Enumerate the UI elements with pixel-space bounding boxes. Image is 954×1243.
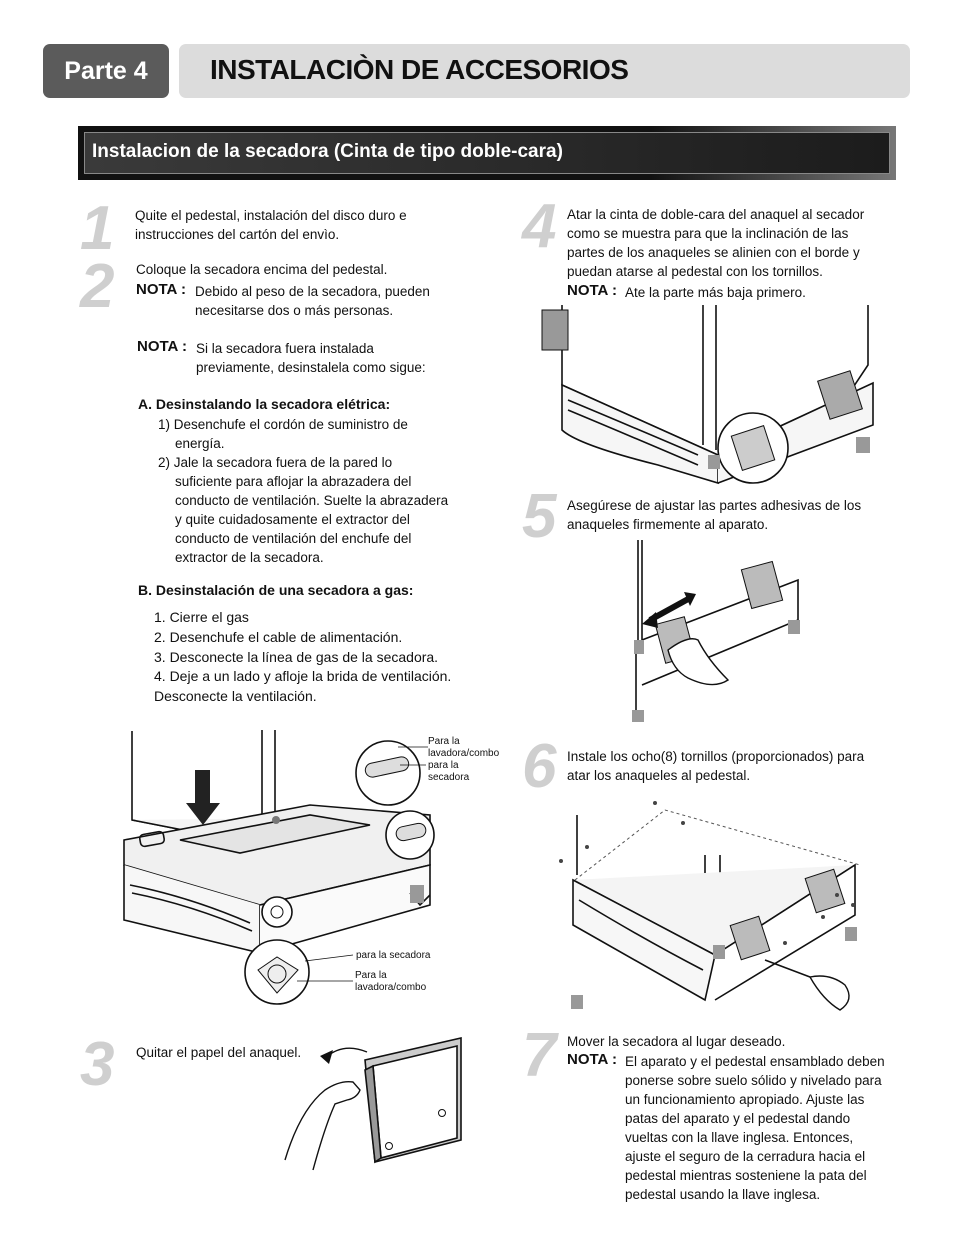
text-line: Quite el pedestal, instalación del disco duro e — [135, 208, 407, 223]
text-line: instrucciones del cartón del envìo. — [135, 227, 340, 242]
callout-line: para la — [428, 760, 459, 771]
section-header — [78, 126, 896, 180]
callout-dryer-bottom: para la secadora — [356, 950, 431, 961]
step-number-3: 3 — [80, 1030, 115, 1099]
step-number-7: 7 — [522, 1021, 557, 1090]
text-line: ponerse sobre suelo sólido y nivelado para — [625, 1073, 882, 1088]
nota-label: NOTA : — [137, 338, 187, 355]
install-screws-illustration — [555, 795, 865, 1017]
callout-line: Para la — [428, 736, 460, 747]
nota-label: NOTA : — [136, 281, 186, 298]
step-1-text — [135, 206, 407, 244]
text-line: Debido al peso de la secadora, pueden — [195, 284, 430, 299]
text-line: puedan atarse al pedestal con los tornillos. — [567, 264, 823, 279]
section-title: Instalacion de la secadora (Cinta de tipo doble-cara) — [92, 141, 563, 162]
text-line: Instale los ocho(8) tornillos (proporcionados) para — [567, 749, 865, 764]
nota-label: NOTA : — [567, 1051, 617, 1068]
list-item: extractor de la secadora. — [175, 550, 324, 565]
text-line: pedestal mientras sosteniene la pata del — [625, 1168, 867, 1183]
subsection-b-list — [154, 608, 451, 707]
subsection-a-title: A. Desinstalando la secadora elétrica: — [138, 396, 391, 412]
text-line: pedestal usando la llave inglesa. — [625, 1187, 821, 1202]
text-line: vueltas con la llave inglesa. Entonces, — [625, 1130, 854, 1145]
step-number-2: 2 — [80, 252, 115, 321]
peel-paper-illustration — [285, 1030, 475, 1175]
step-number-4: 4 — [522, 192, 557, 261]
text-line: atar los anaqueles al pedestal. — [567, 768, 751, 783]
list-item: 3. Desconecte la línea de gas de la secadora. — [154, 648, 439, 665]
page-title: INSTALACIÒN DE ACCESORIOS — [210, 54, 629, 85]
nota-text — [625, 1052, 885, 1204]
text-line: El aparato y el pedestal ensamblado deben — [625, 1054, 885, 1069]
step-number-6: 6 — [522, 732, 557, 801]
list-item: conducto de ventilación del enchufe del — [175, 531, 412, 546]
list-item: conducto de ventilación. Suelte la abrazadera — [175, 493, 449, 508]
part-label: Parte 4 — [64, 56, 148, 85]
step-2-text: Coloque la secadora encima del pedestal. — [136, 262, 388, 277]
callout-combo — [428, 736, 499, 760]
step-3-text: Quitar el papel del anaquel. — [136, 1045, 302, 1060]
text-line: anaqueles firmemente al aparato. — [567, 517, 769, 532]
nota-text — [195, 282, 430, 320]
callout-combo-bottom — [355, 970, 426, 994]
list-item: 2) Jale la secadora fuera de la pared lo — [158, 455, 393, 470]
list-item: 2. Desenchufe el cable de alimentación. — [154, 628, 403, 645]
list-item: 1) Desenchufe el cordón de suministro de — [158, 417, 408, 432]
page-title-bar — [179, 44, 910, 98]
text-line: patas del aparato y el pedestal dando — [625, 1111, 851, 1126]
list-item: 1. Cierre el gas — [154, 609, 249, 625]
step-7-text: Mover la secadora al lugar deseado. — [567, 1034, 786, 1049]
text-line: como se muestra para que la inclinación de las — [567, 226, 849, 241]
subsection-a-list — [158, 415, 448, 567]
step-number-5: 5 — [522, 482, 557, 551]
step-number-1: 1 — [80, 194, 115, 263]
text-line: un funcionamiento apropiado. Ajuste las — [625, 1092, 865, 1107]
text-line: ajuste el seguro de la cerradura hacia el — [625, 1149, 866, 1164]
list-item: suficiente para aflojar la abrazadera del — [175, 474, 412, 489]
nota-text: Ate la parte más baja primero. — [625, 285, 806, 300]
list-item: y quite cuidadosamente el extractor del — [175, 512, 410, 527]
text-line: previamente, desinstalela como sigue: — [196, 360, 426, 375]
nota-label: NOTA : — [567, 282, 617, 299]
text-line: Asegúrese de ajustar las partes adhesivas de los — [567, 498, 862, 513]
part-tab — [43, 44, 169, 98]
text-line: Si la secadora fuera instalada — [196, 341, 374, 356]
subsection-b-title: B. Desinstalación de una secadora a gas: — [138, 582, 414, 598]
step-6-text — [567, 747, 864, 785]
press-adhesive-illustration — [628, 540, 808, 725]
nota-text — [196, 339, 426, 377]
attach-shelf-illustration — [538, 305, 883, 490]
step-5-text — [567, 496, 861, 534]
callout-line: Para la — [355, 970, 387, 981]
callout-line: lavadora/combo — [428, 748, 500, 759]
text-line: Atar la cinta de doble-cara del anaquel al secador — [567, 207, 865, 222]
callout-line: secadora — [428, 772, 470, 783]
text-line: necesitarse dos o más personas. — [195, 303, 394, 318]
callout-dryer — [428, 760, 469, 784]
list-item: Desconecte la ventilación. — [154, 688, 317, 705]
callout-line: lavadora/combo — [355, 982, 427, 993]
text-line: partes de los anaqueles se alinien con el borde y — [567, 245, 860, 260]
step-4-text — [567, 205, 864, 281]
list-item: 4. Deje a un lado y afloje la brida de ventilación. — [154, 668, 452, 685]
list-item: energía. — [175, 436, 225, 451]
